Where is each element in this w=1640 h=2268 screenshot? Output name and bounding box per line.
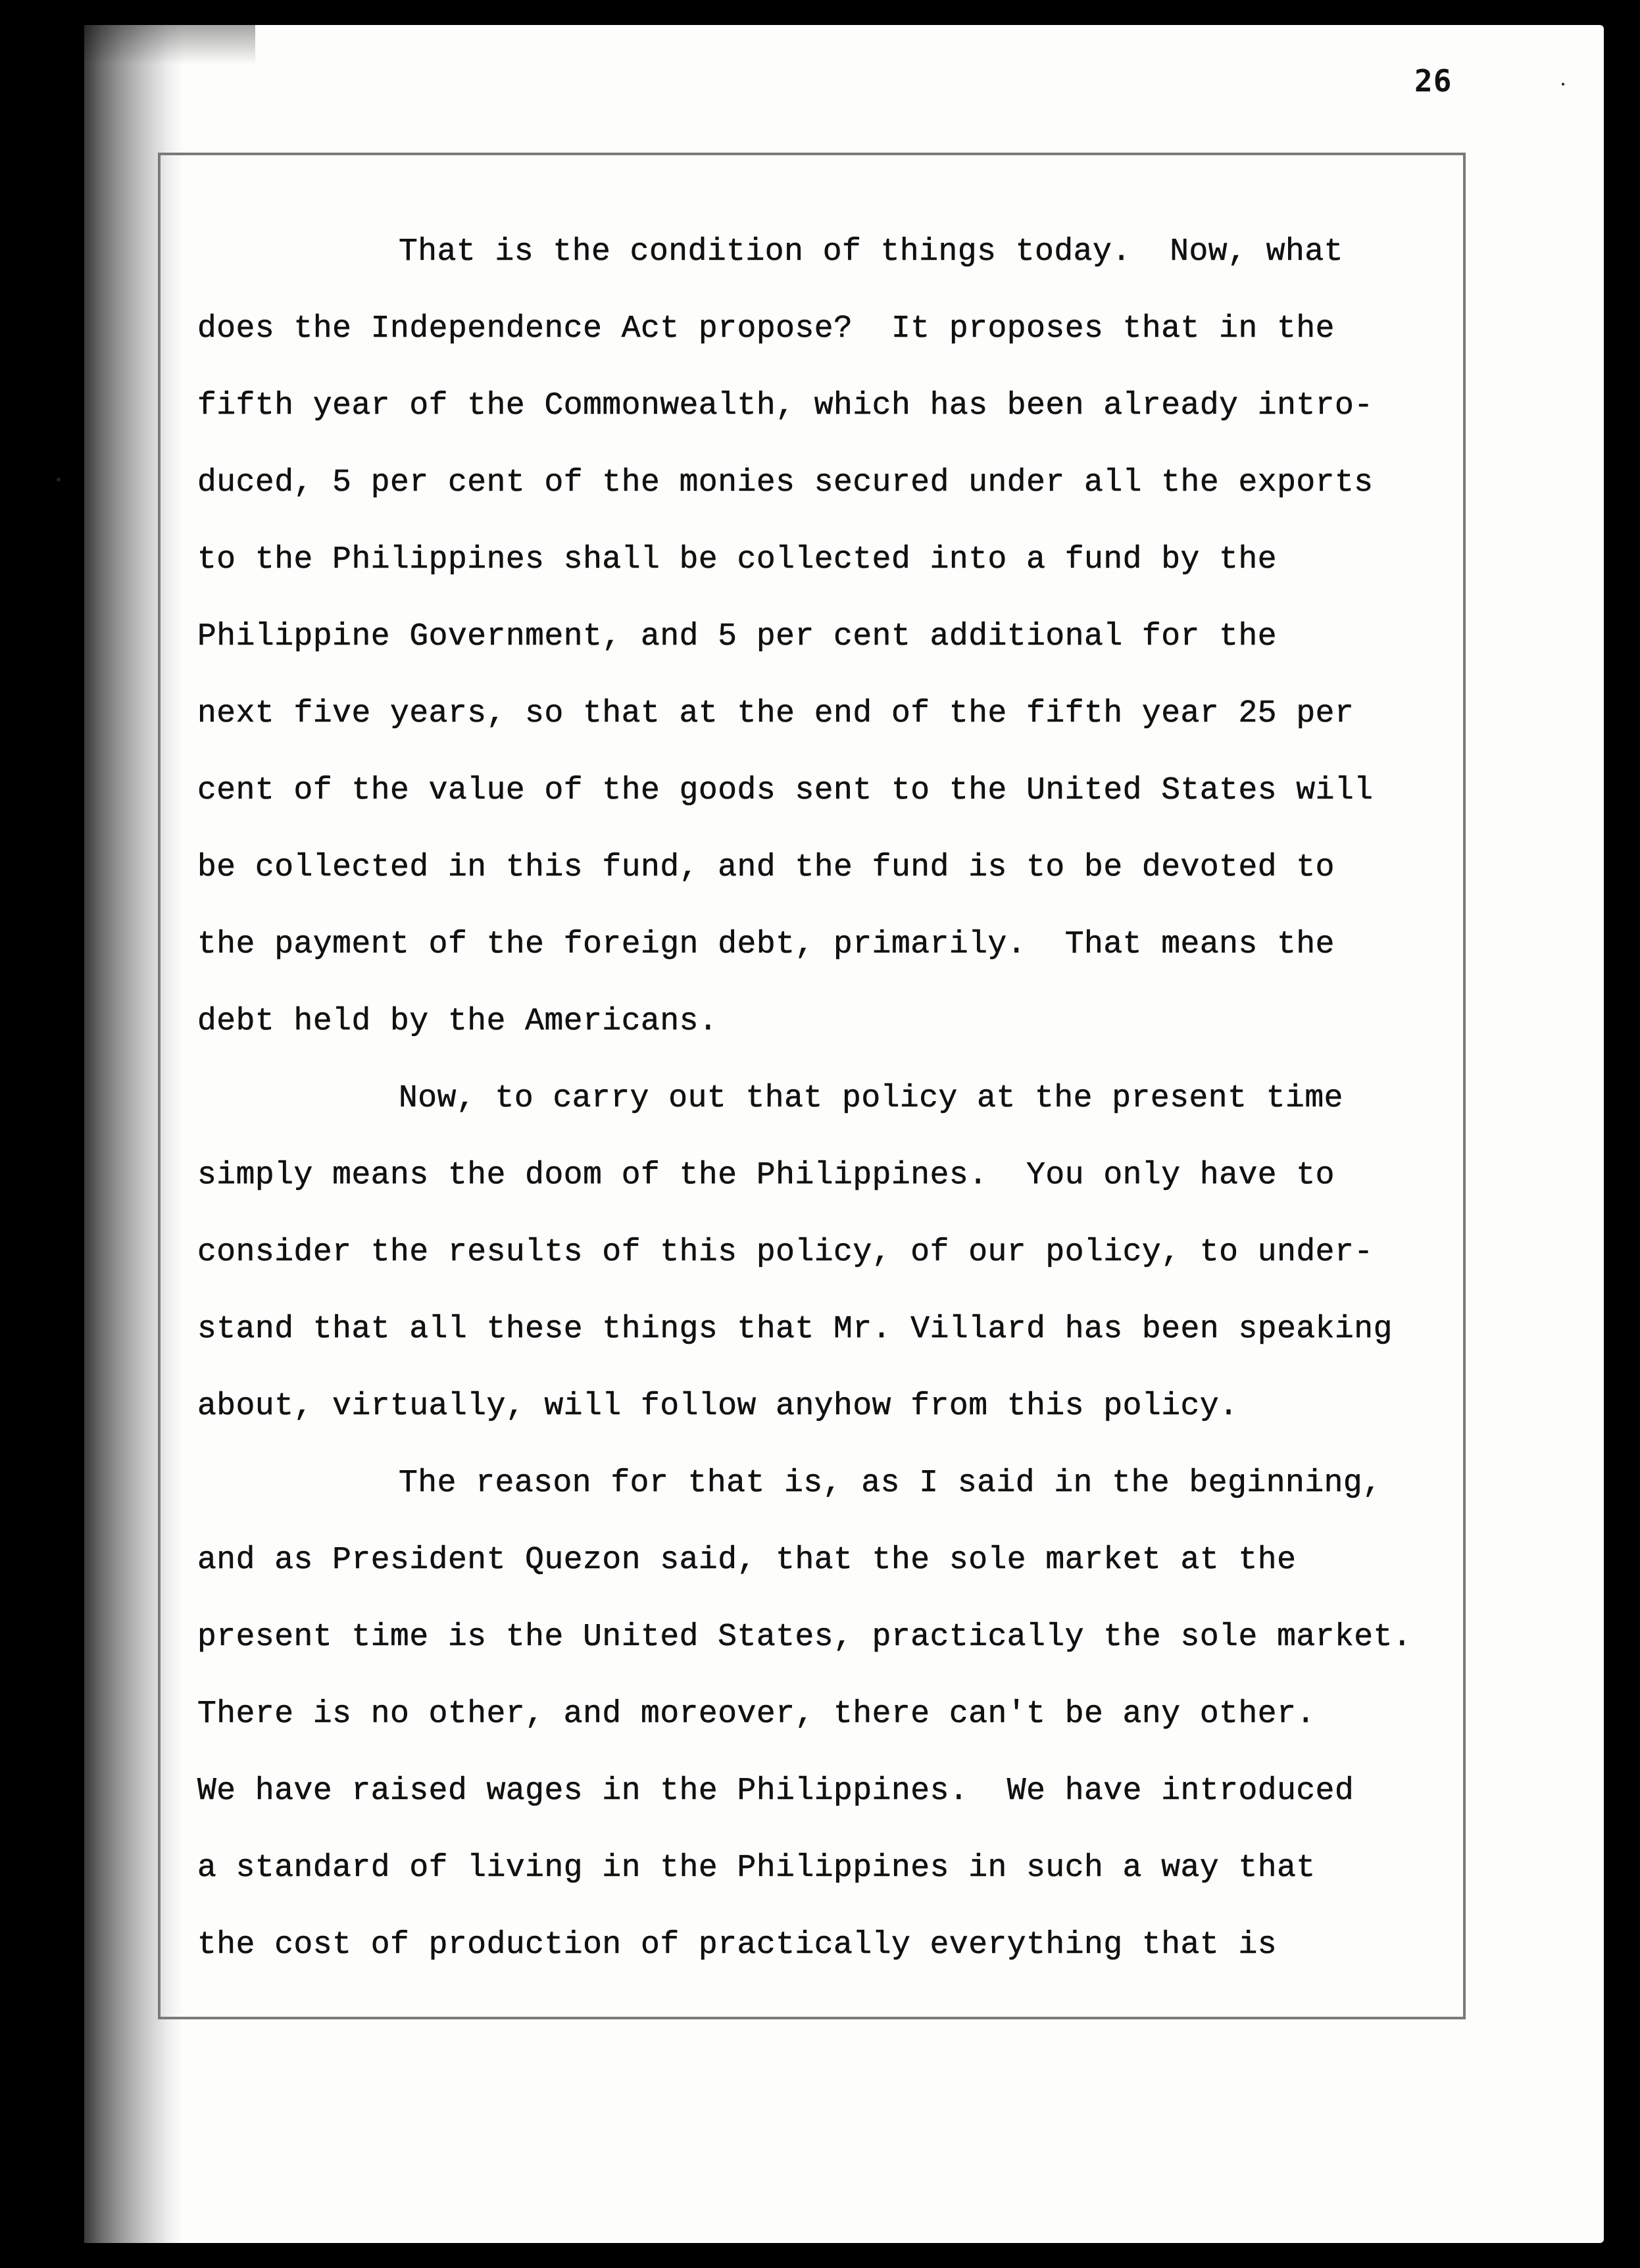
text-line: and as President Quezon said, that the sole market at the: [197, 1542, 1297, 1578]
text-line: simply means the doom of the Philippines. You only have to: [197, 1158, 1335, 1193]
text-line: Now, to carry out that policy at the present time: [399, 1081, 1343, 1116]
text-line: That is the condition of things today. Now, what: [399, 234, 1343, 270]
text-line: fifth year of the Commonwealth, which has been already intro-: [197, 388, 1374, 424]
top-edge-shadow: [84, 25, 255, 64]
text-line: consider the results of this policy, of our policy, to under-: [197, 1235, 1374, 1270]
text-line: to the Philippines shall be collected into a fund by the: [197, 542, 1278, 578]
text-line: stand that all these things that Mr. Villard has been speaking: [197, 1312, 1393, 1347]
text-line: be collected in this fund, and the fund is to be devoted to: [197, 850, 1335, 885]
page-number: 26: [1414, 63, 1453, 99]
text-line: duced, 5 per cent of the monies secured under all the exports: [197, 465, 1374, 501]
scan-speck: [1562, 83, 1564, 86]
text-line: a standard of living in the Philippines in such a way that: [197, 1850, 1316, 1886]
text-line: debt held by the Americans.: [197, 1004, 718, 1039]
text-line: Philippine Government, and 5 per cent additional for the: [197, 619, 1278, 654]
text-line: the payment of the foreign debt, primarily. That means the: [197, 927, 1335, 962]
text-line: about, virtually, will follow anyhow from this policy.: [197, 1389, 1239, 1424]
text-line: cent of the value of the goods sent to the United States will: [197, 773, 1374, 808]
text-line: We have raised wages in the Philippines. We have introduced: [197, 1773, 1354, 1809]
text-line: There is no other, and moreover, there can't be any other.: [197, 1696, 1316, 1732]
text-line: next five years, so that at the end of the fifth year 25 per: [197, 696, 1354, 731]
text-line: present time is the United States, practically the sole market.: [197, 1619, 1412, 1655]
text-line: the cost of production of practically everything that is: [197, 1927, 1278, 1963]
text-line: The reason for that is, as I said in the beginning,: [399, 1466, 1382, 1501]
text-line: does the Independence Act propose? It proposes that in the: [197, 311, 1335, 347]
scan-speck: [57, 478, 61, 481]
